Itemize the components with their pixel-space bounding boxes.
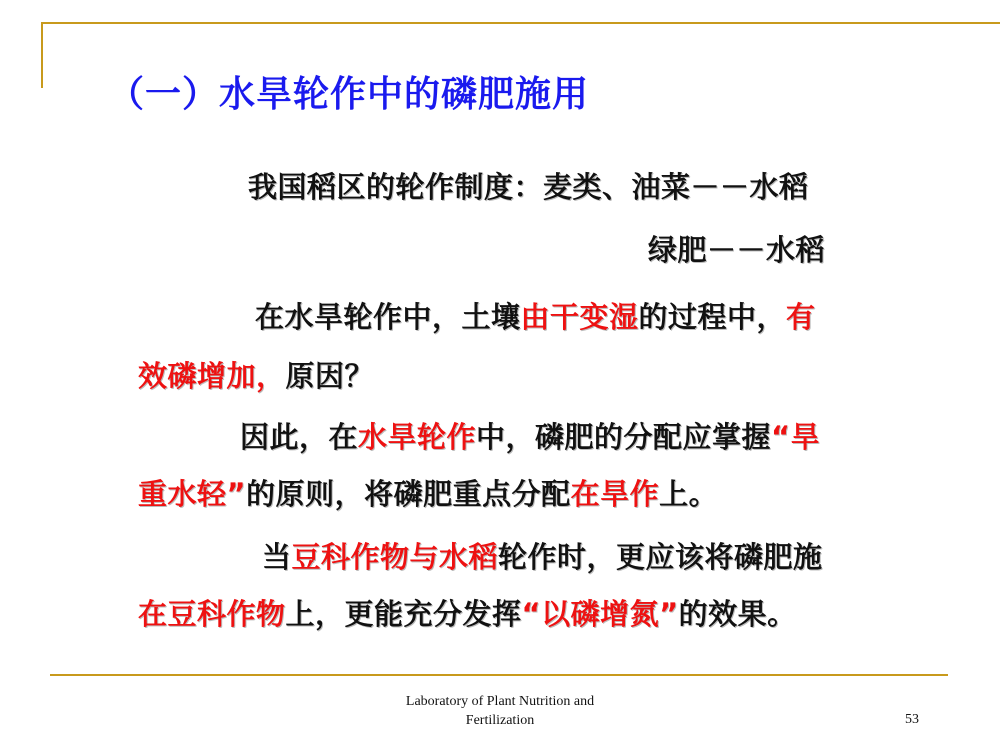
slide-title: （一）水旱轮作中的磷肥施用: [108, 74, 590, 115]
page-number: 53: [905, 712, 919, 727]
rotation-systems-line-1: 我国稻区的轮作制度：麦类、油菜－－水稻: [248, 170, 809, 204]
top-decorative-rule: [41, 22, 1000, 24]
paragraph-4-line-2: 在豆科作物上，更能充分发挥“以磷增氮”的效果。: [138, 597, 797, 631]
left-decorative-rule: [41, 22, 43, 88]
paragraph-3-line-1: 因此，在水旱轮作中，磷肥的分配应掌握“旱: [240, 420, 821, 454]
paragraph-3-line-2: 重水轻”的原则，将磷肥重点分配在旱作上。: [138, 477, 719, 511]
rotation-systems-line-2: 绿肥－－水稻: [648, 233, 826, 267]
paragraph-4-line-1: 当豆科作物与水稻轮作时，更应该将磷肥施: [262, 540, 823, 574]
footer-lab-name: Laboratory of Plant Nutrition and Fertilization: [405, 694, 595, 728]
footer-rule: [50, 674, 948, 676]
paragraph-2-line-1: 在水旱轮作中，土壤由干变湿的过程中，有: [255, 300, 816, 334]
paragraph-2-line-2: 效磷增加，原因？: [138, 359, 375, 393]
